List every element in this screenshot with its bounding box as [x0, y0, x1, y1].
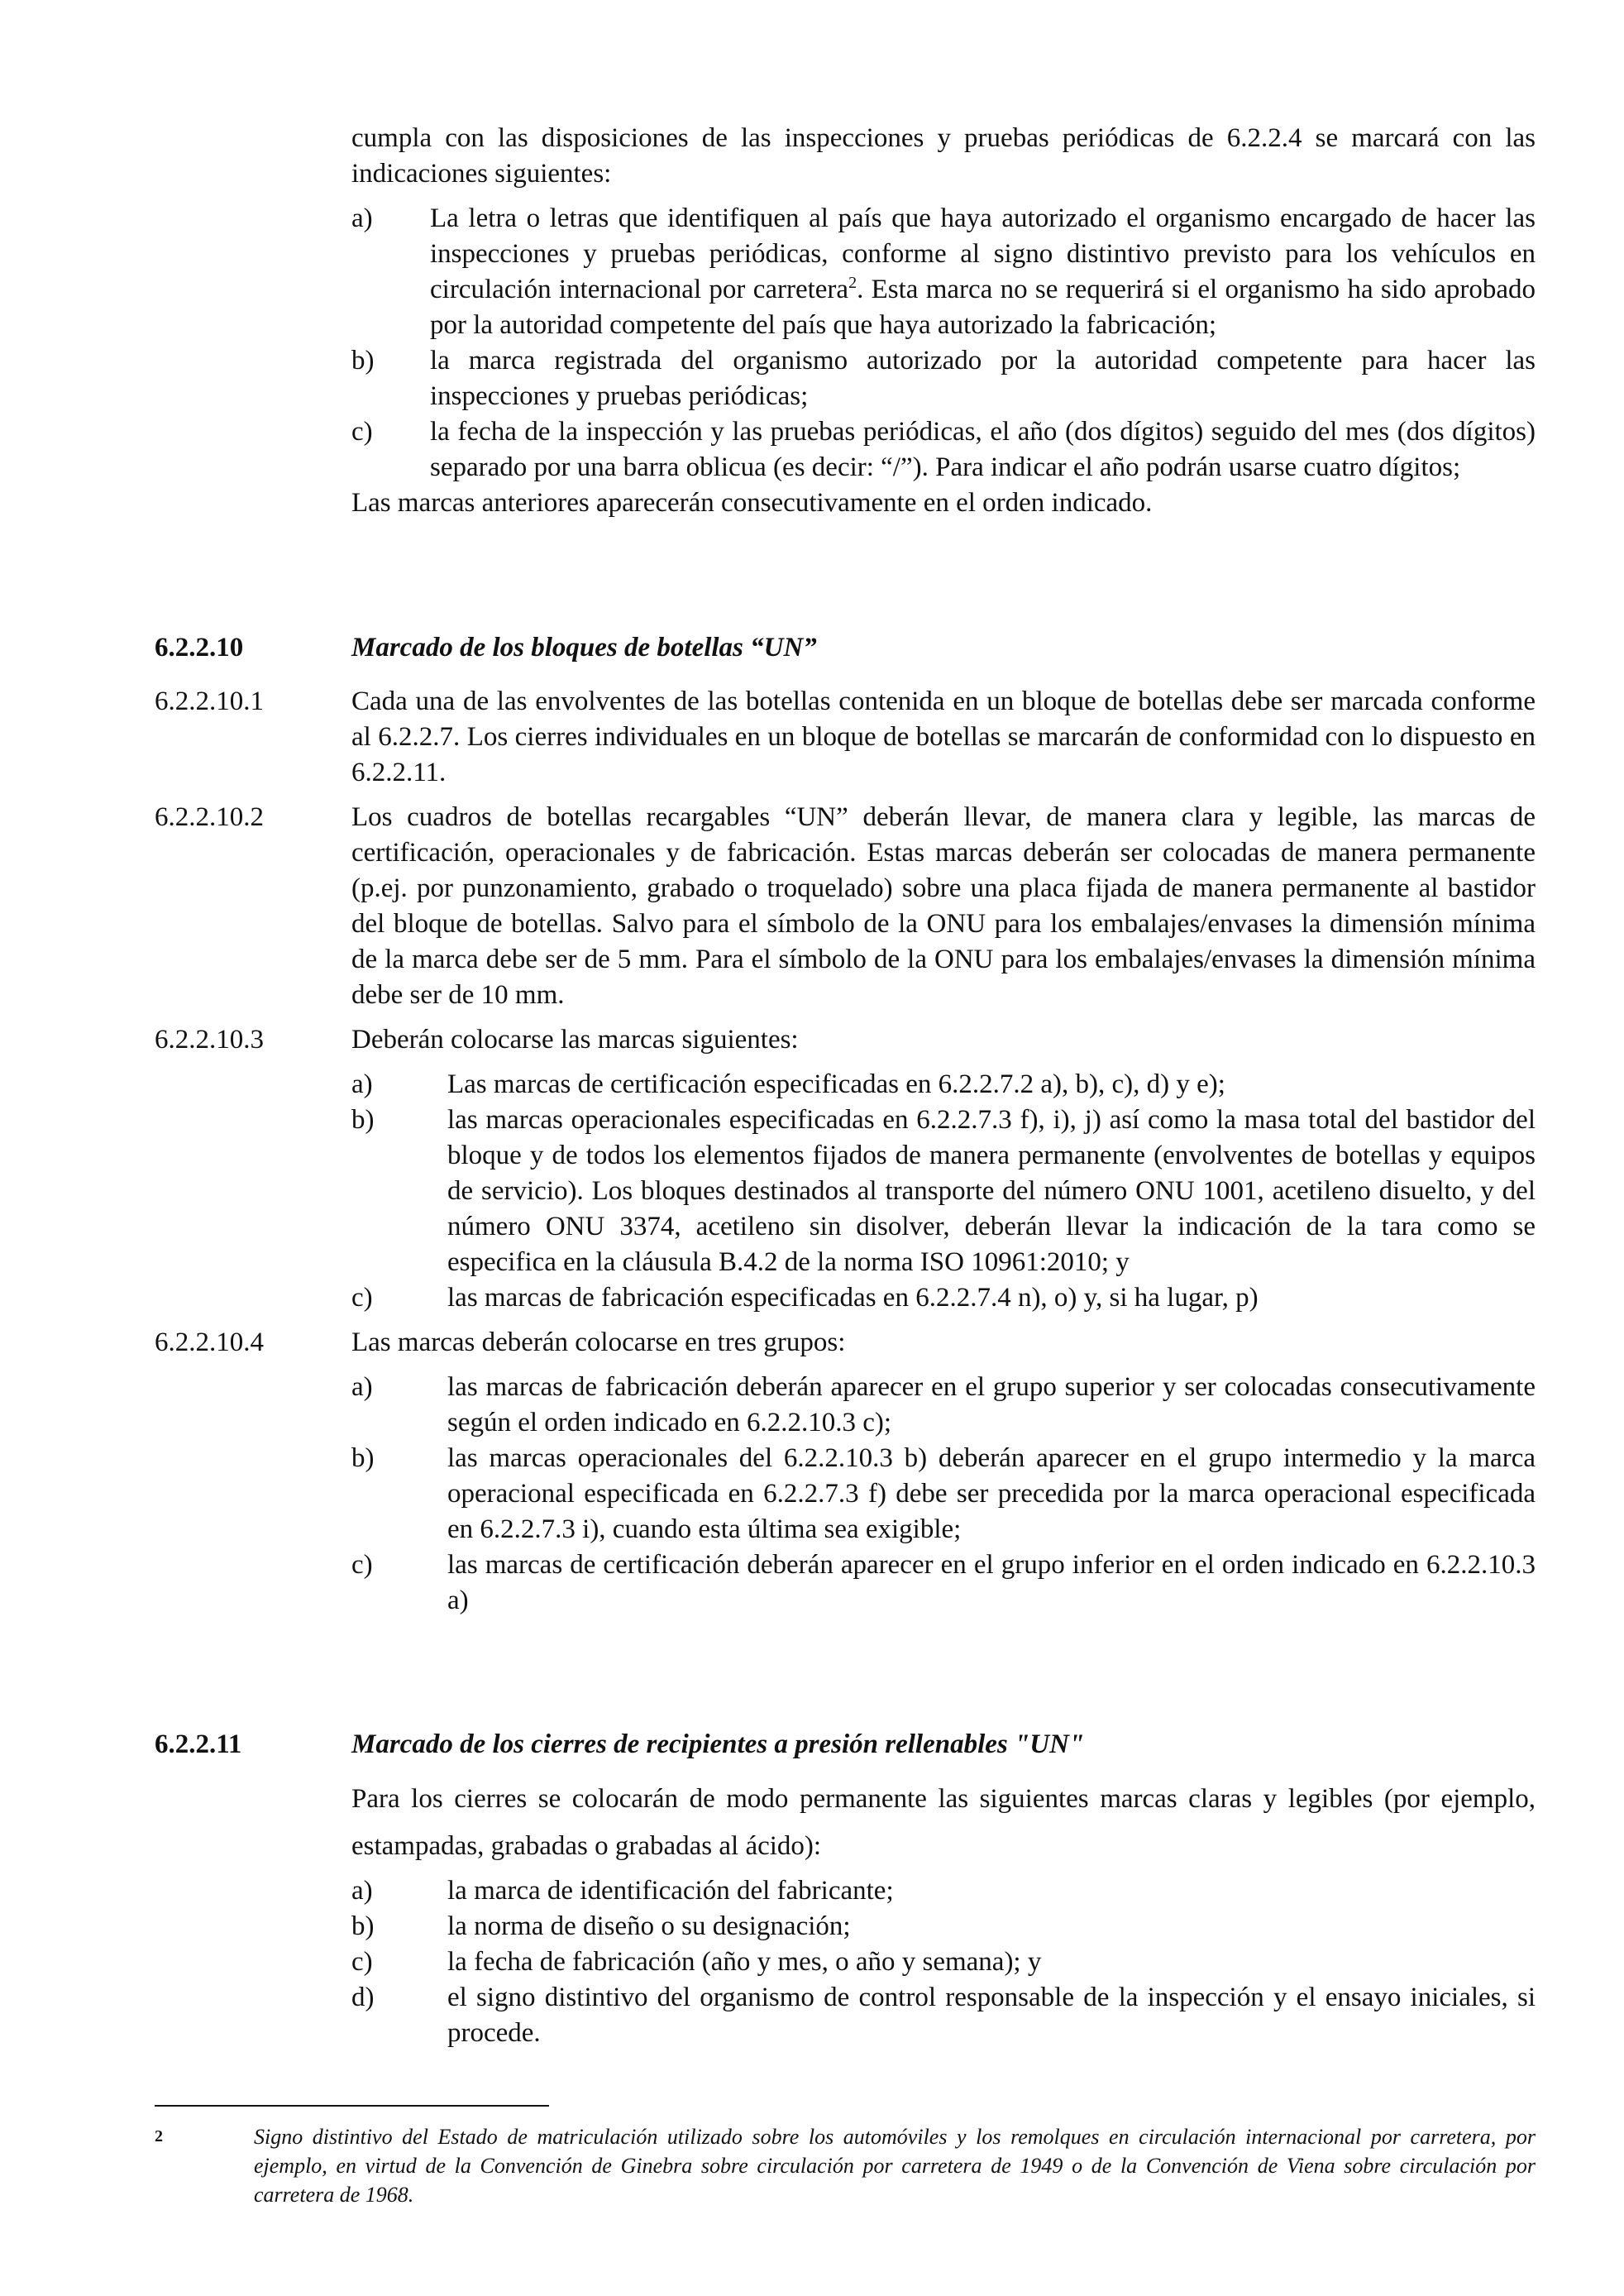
list-item [351, 1909, 1536, 1944]
intro-closing: Las marcas anteriores aparecerán consecutivamente en el orden indicado. [351, 488, 1153, 518]
footnote-number: 2 [155, 2127, 163, 2145]
paragraph [155, 1325, 1536, 1361]
list-item [351, 1441, 1536, 1547]
item-label: b) [351, 1105, 375, 1135]
list-item [351, 1980, 1536, 2051]
list-item [351, 1873, 1536, 1909]
footnote-text: Signo distintivo del Estado de matriculación utilizado sobre los automóviles y los remolques en circulación internacional por carretera, por ejemplo, en virtud de la Convención de Ginebra sobre circulación por carretera de 1949 o de la Convención de Viena sobre circulación por carretera de 1968. [254, 2125, 1536, 2207]
item-text: la fecha de fabricación (año y mes, o año y semana); y [447, 1947, 1042, 1977]
item-text: la fecha de la inspección y las pruebas periódicas, el año (dos dígitos) seguido del mes (dos dígitos) separado por una barra oblicua (es decir: “/”). Para indicar el año podrán usarse cuatro dígitos; [430, 417, 1536, 482]
list-item [351, 1944, 1536, 1980]
paragraph-number: 6.2.2.10.3 [155, 1025, 264, 1055]
item-label: b) [351, 1911, 375, 1941]
item-text: Las marcas de certificación especificadas en 6.2.2.7.2 a), b), c), d) y e); [447, 1069, 1225, 1099]
item-label: a) [351, 1876, 373, 1906]
item-label: c) [351, 1283, 373, 1313]
item-text: las marcas de fabricación deberán aparecer en el grupo superior y ser colocadas consecutivamente según el orden indicado en 6.2.2.10.3 c); [447, 1372, 1536, 1437]
item-text-part: . Esta marca no se requerirá si el organismo ha sido aprobado por la autoridad competente del país que haya autorizado la fabricación; [430, 275, 1536, 340]
item-label: c) [351, 1947, 373, 1977]
section-6-2-2-10 [155, 630, 1536, 1619]
item-text: la norma de diseño o su designación; [447, 1911, 851, 1941]
list-item [351, 1280, 1536, 1316]
item-text: las marcas operacionales especificadas en 6.2.2.7.3 f), i), j) así como la masa total del bastidor del bloque y de todos los elementos fijados de manera permanente (envolventes de botellas y equipos de servicio). Los bloques destinados al transporte del número ONU 1001, acetileno disuelto, y del número ONU 3374, acetileno sin disolver, deberán llevar la indicación de la tara como se especifica en la cláusula B.4.2 de la norma ISO 10961:2010; y [447, 1105, 1536, 1277]
footnote [155, 2122, 1536, 2209]
item-label: b) [351, 346, 375, 375]
paragraph [155, 1022, 1536, 1058]
intro-section [155, 121, 1536, 521]
item-label: c) [351, 1550, 373, 1580]
paragraph-number: 6.2.2.10.1 [155, 686, 264, 716]
intro-paragraph: cumpla con las disposiciones de las inspecciones y pruebas periódicas de 6.2.2.4 se marcará con las indicaciones siguientes: [351, 123, 1536, 189]
section-number: 6.2.2.11 [155, 1729, 242, 1759]
item-text-part: La letra o letras que identifiquen al país que haya autorizado el organismo encargado de hacer las inspecciones y pruebas periódicas, conforme al signo distintivo previsto para los vehículos en circulación internacional por carretera [430, 203, 1536, 304]
item-label: b) [351, 1443, 375, 1473]
section-title: Marcado de los bloques de botellas “UN” [351, 633, 817, 662]
item-text: el signo distintivo del organismo de control responsable de la inspección y el ensayo iniciales, si procede. [447, 1983, 1536, 2048]
paragraph-text: Cada una de las envolventes de las botellas contenida en un bloque de botellas debe ser marcada conforme al 6.2.2.7. Los cierres individuales en un bloque de botellas se marcarán de conformidad con lo dispuesto en 6.2.2.11. [351, 686, 1536, 787]
item-text: las marcas de certificación deberán aparecer en el grupo inferior en el orden indicado en 6.2.2.10.3 a) [447, 1550, 1536, 1615]
item-label: c) [351, 417, 373, 447]
list-item [351, 201, 1536, 343]
paragraph-text: Las marcas deberán colocarse en tres grupos: [351, 1327, 846, 1357]
footnote-ref[interactable]: 2 [848, 274, 857, 292]
list-item [351, 1103, 1536, 1280]
item-text: las marcas operacionales del 6.2.2.10.3 b) deberán aparecer en el grupo intermedio y la marca operacional especificada en 6.2.2.7.3 f) debe ser precedida por la marca operacional especificada en 6.2.2.7.3 i), cuando esta última sea exigible; [447, 1443, 1536, 1544]
paragraph-text: Los cuadros de botellas recargables “UN” deberán llevar, de manera clara y legible, las marcas de certificación, operacionales y de fabricación. Estas marcas deberán ser colocadas de manera permanente (p.ej. por punzonamiento, grabado o troquelado) sobre una placa fijada de manera permanente al bastidor del bloque de botellas. Salvo para el símbolo de la ONU para los embalajes/envases la dimensión mínima de la marca debe ser de 5 mm. Para el símbolo de la ONU para los embalajes/envases la dimensión mínima debe ser de 10 mm. [351, 802, 1536, 1010]
list-item [351, 343, 1536, 414]
list-item [351, 1067, 1536, 1103]
item-text [430, 201, 1536, 343]
item-text: la marca registrada del organismo autorizado por la autoridad competente para hacer las inspecciones y pruebas periódicas; [430, 346, 1536, 411]
paragraph [155, 684, 1536, 791]
item-label: a) [351, 1069, 373, 1099]
item-text: las marcas de fabricación especificadas en 6.2.2.7.4 n), o) y, si ha lugar, p) [447, 1283, 1259, 1313]
section-heading [155, 1727, 1536, 1763]
list-item [351, 1370, 1536, 1441]
item-text: la marca de identificación del fabricante; [447, 1876, 894, 1906]
section-6-2-2-11 [155, 1727, 1536, 2051]
list-item [351, 1547, 1536, 1619]
paragraph-number: 6.2.2.10.2 [155, 802, 264, 832]
section-title: Marcado de los cierres de recipientes a presión rellenables "UN" [351, 1729, 1085, 1759]
paragraph-text: Para los cierres se colocarán de modo permanente las siguientes marcas claras y legibles (por ejemplo, estampadas, grabadas o grabadas al ácido): [351, 1784, 1536, 1861]
item-label: d) [351, 1983, 375, 2012]
item-label: a) [351, 203, 373, 233]
paragraph [155, 800, 1536, 1013]
section-heading [155, 630, 1536, 666]
paragraph-number: 6.2.2.10.4 [155, 1327, 264, 1357]
footnote-separator [155, 2105, 549, 2107]
list-item [351, 414, 1536, 486]
paragraph-text: Deberán colocarse las marcas siguientes: [351, 1025, 799, 1055]
item-label: a) [351, 1372, 373, 1402]
section-number: 6.2.2.10 [155, 633, 244, 662]
